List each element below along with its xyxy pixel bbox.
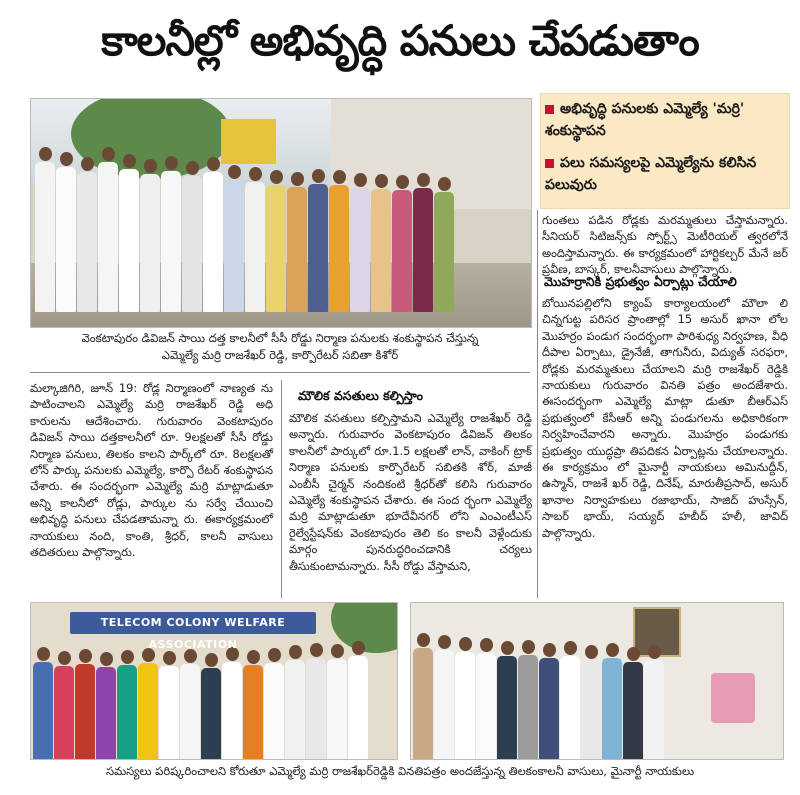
column-3-heading: మొహర్రానికి ప్రభుత్వం ఏర్పాట్లు చేయాలి: [544, 274, 737, 289]
photo-crowd: [35, 147, 455, 312]
article-column-2: మౌలిక వసతులు కల్పిస్తామని ఎమ్మెల్యే రాజశేఖర్ రెడ్డి అన్నారు. గురువారం వెంకటాపురం డివిజన్ తిలకం కాలనీలో పార్కులో రూ.1.5 లక్షలతో లాన్, వాకింగ్ ట్రాక్ నిర్మాణ పనులకు కార్పొరేటర్ సబితకి శోర్, మాజీ ఎంబీసీ చైర్మన్ నందికంటి శ్రీధర్‌తో కలిసి గురువారం ఎమ్మెల్యే శంకుస్థాపన చేశారు. ఈ సంద ర్భంగా ఎమ్మెల్యే మర్రి మాట్లాడుతూ భూదేవీనగర్ లోని ఎంఎంటీఎస్ రైల్వేస్టేషన్‌కు వెంకటాపురం తెలి కం కాలనీ వెళ్లేందుకు మార్గం పునరుద్ధరించడానికి చర్యలు తీసుకుంటామన్నారు. సీసీ రోడ్డు వేస్తామని,: [289, 411, 532, 573]
article-column-3-bottom: బోయినపల్లిలోని క్యాంప్ కార్యాలయంలో మౌలా లి చిన్నగుట్ట పరిసర ప్రాంతాల్లో 15 అసుర్ ఖానా లోల మొహర్రం పండుగ సందర్భంగా పారిశుధ్య నిర్వహణ, వీధి దీపాల ఏర్పాటు, డ్రైనేజీ, తాగునీరు, విద్యుత్ సరఫరా, రోడ్లకు మరమ్మతులు చేయాలని మర్రి రాజశేఖర్ రెడ్డికి నాయకులు గురువారం వినతి పత్రం అందజేశారు. ఈసందర్భంగా ఎమ్మెల్యే మాట్లా డుతూ బీఆర్ఎస్ ప్రభుత్వంలో కేసీఆర్ అన్ని పండుగలను అధికారికంగా నిర్వహించేవారని అన్నారు. మొహర్రం పండుగకు ప్రభుత్వం యుద్ధప్రా తిపదికన ఏర్పాట్లను చేయాలన్నారు. ఈ కార్యక్రమం లో మైనార్టీ నాయకులు అమినుద్దీన్, ఉస్మాన్, రాజశే ఖర్ రెడ్డి, దినేష్, మారుతీప్రసాద్, అసుర్ ఖానాల నిర్వాహకులు రజాభాయ్, సాజిద్ హుస్సేన్, సాబర్ భాయ్, సయ్యద్ హబీద్ హలీ, జావిద్ పాల్గొన్నారు.: [542, 296, 788, 540]
highlight-item: అభివృద్ధి పనులకు ఎమ్మెల్యే 'మర్రి' శంకుస్థాపన: [545, 101, 745, 139]
column-divider: [537, 210, 538, 598]
photo-crowd: [413, 633, 665, 760]
bottom-photo-caption: సమస్యలు పరిష్కరించాలని కోరుతూ ఎమ్మెల్యే మర్రి రాజశేఖర్‌రెడ్డికి వినతిపత్రం అందజేస్తున్న తిలకంకాలనీ వాసులు, మైనార్టీ నాయకులు: [105, 764, 695, 778]
photo-crowd: [33, 641, 369, 760]
top-photo-caption: [30, 330, 530, 364]
highlights-box: [540, 93, 790, 209]
highlight-item: పలు సమస్యలపై ఎమ్మెల్యేను కలిసిన పలువురు: [545, 155, 757, 193]
column-2-heading: మౌలిక వసతులు కల్పిస్తాం: [298, 388, 424, 403]
caption-line: వెంకటాపురం డివిజన్ సాయి దత్త కాలనీలో సీసీ రోడ్డు నిర్మాణ పనులకు శంకుస్థాపన చేస్తున్న: [81, 331, 479, 345]
top-photo: [30, 98, 532, 328]
column-divider: [281, 380, 282, 598]
bullet-icon: [545, 159, 554, 168]
welfare-association-banner: TELECOM COLONY WELFARE ASSOCIATION: [70, 612, 316, 634]
bottom-right-photo: [410, 602, 784, 760]
photo-chair: [711, 673, 755, 723]
bullet-icon: [545, 105, 554, 114]
article-column-1: మల్కాజిగిరి, జూన్ 19: రోడ్ల నిర్మాణంలో నాణ్యత ను పాటించాలని ఎమ్మెల్యే మర్రి రాజశేఖర్ రెడ్డి అధి కారులను ఆదేశించారు. గురువారం వెంకటాపురం డివిజన్ సాయి దత్తకాలనీలో రూ. 9లక్షలతో సీసీ రోడ్డు నిర్మాణ పనులు, తిలకం కాలని పార్క్‌లో రూ. 8లక్షలతో లోన్ పార్కు పనులకు ఎమ్మెల్యే, కార్పొ రేటర్ శంకుస్థాపన చేశారు. ఈ సందర్భంగా ఎమ్మెల్యే మర్రి మాట్లాడుతూ అన్ని కాలనీలో రోడ్లు, పార్కుల ను సర్వే చేయించి అభివృద్ధి పనులు చేపడతామన్నా రు. ఈకార్యక్రమంలో నాయకులు నంది, కాంతి, శ్రీధర్, కాలనీ వాసులు తదితరులు పాల్గొన్నారు.: [30, 381, 273, 560]
divider: [30, 372, 530, 373]
caption-line: ఎమ్మెల్యే మర్రి రాజశేఖర్ రెడ్డి, కార్పొరేటర్ సబితా కిశోర్: [161, 348, 399, 362]
headline: కాలనీల్లో అభివృద్ధి పనులు చేపడుతాం: [101, 16, 699, 65]
article-column-3-top: గుంతలు పడిన రోడ్లకు మరమ్మతులు చేస్తామన్నారు. సీనియర్ సిటిజన్స్‌కు స్పోర్ట్స్ మెటీరియల్ త్వరలోనే అందిస్తామన్నారు. ఈ కార్యక్రమంలో హార్టికల్చర్ మేనే జర్ ప్రవీణ, బాస్కర్, కాలనీవాసులు పాల్గొన్నారు.: [542, 213, 788, 277]
